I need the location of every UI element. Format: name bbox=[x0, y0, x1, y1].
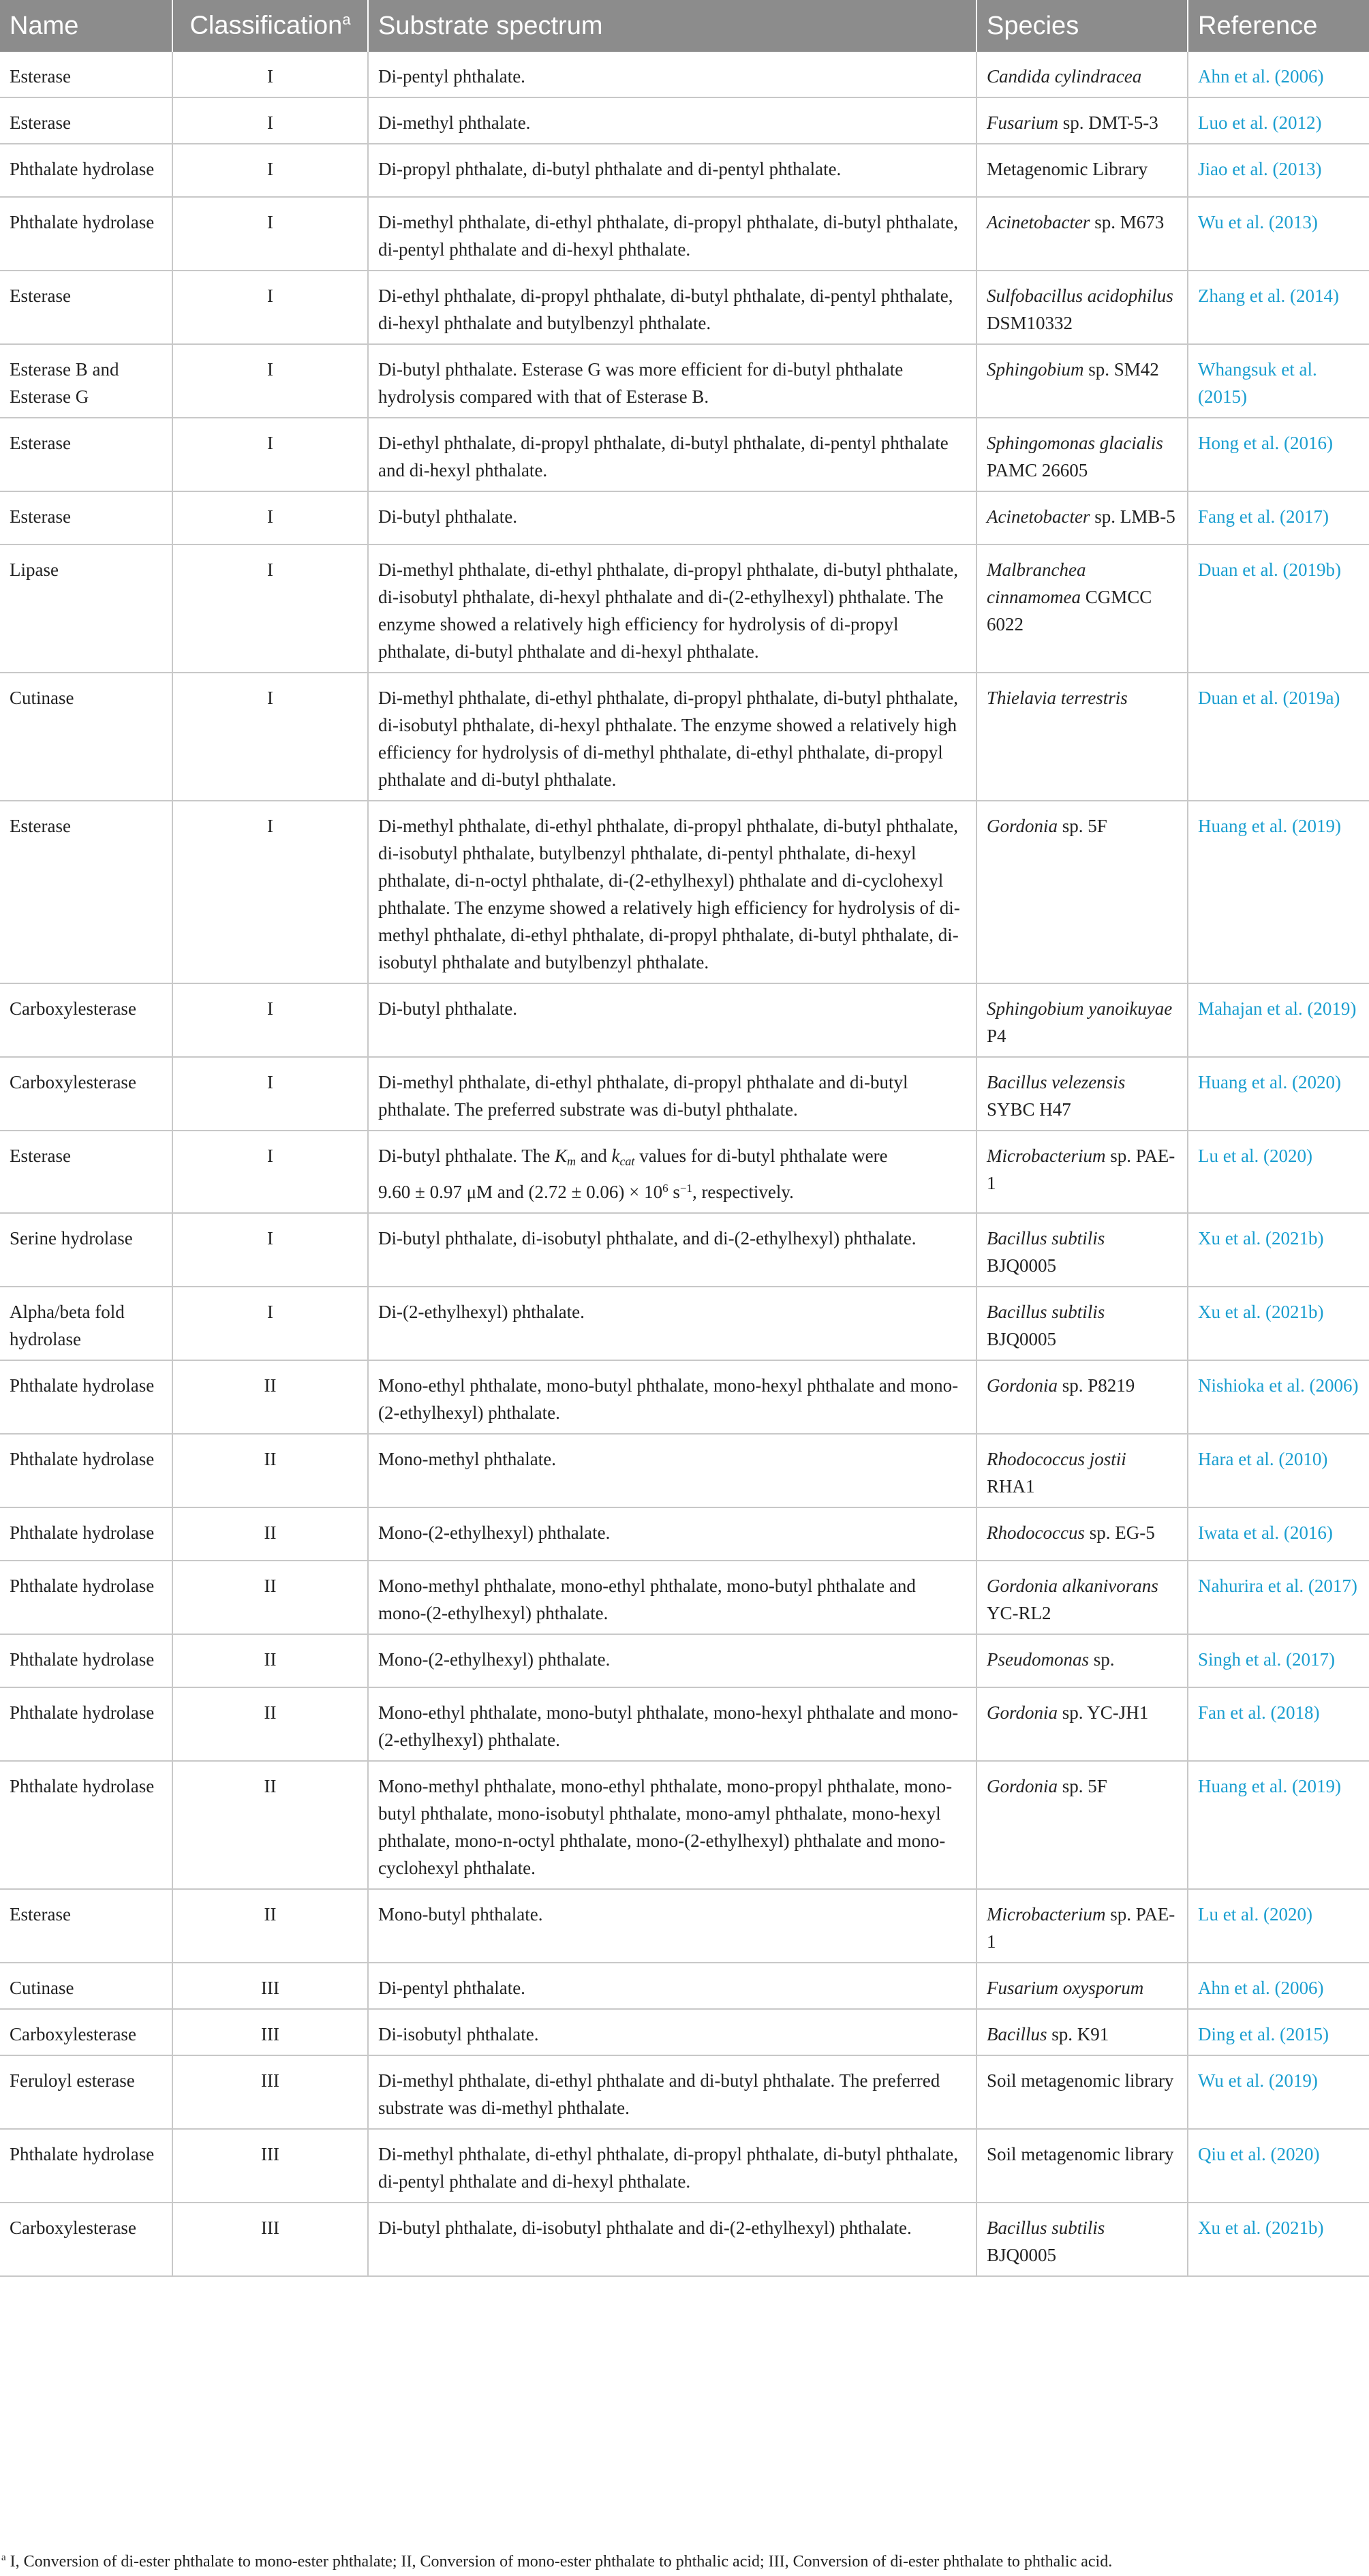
cell-species bbox=[976, 2055, 1188, 2129]
header-row bbox=[0, 0, 1369, 52]
table-row bbox=[0, 97, 1369, 144]
species-taxon: Bacillus velezensis bbox=[987, 1072, 1126, 1092]
cell-classification: I bbox=[172, 673, 368, 801]
cell-species bbox=[976, 1634, 1188, 1687]
species-taxon: Rhodococcus bbox=[987, 1522, 1085, 1543]
header-classification bbox=[172, 0, 368, 52]
substrate-fragment: values for di-butyl phthalate were bbox=[634, 1146, 888, 1166]
cell-species bbox=[976, 344, 1188, 418]
species-strain: sp. P8219 bbox=[1058, 1375, 1135, 1396]
cell-reference-link: Huang et al. (2019) bbox=[1188, 801, 1369, 983]
cell-species bbox=[976, 1360, 1188, 1434]
table-row bbox=[0, 2203, 1369, 2276]
cell-name: Esterase bbox=[0, 1889, 172, 1963]
species-taxon: Sphingobium bbox=[987, 359, 1084, 380]
species-taxon: Bacillus subtilis bbox=[987, 2218, 1105, 2238]
cell-classification: II bbox=[172, 1687, 368, 1761]
substrate-fragment: 9.60 ± 0.97 μM and (2.72 ± 0.06) × 10 bbox=[378, 1182, 663, 1202]
cell-substrate: Di-(2-ethylhexyl) phthalate. bbox=[368, 1287, 976, 1360]
cell-classification: I bbox=[172, 491, 368, 545]
cell-substrate: Mono-(2-ethylhexyl) phthalate. bbox=[368, 1507, 976, 1561]
cell-species bbox=[976, 97, 1188, 144]
cell-name: Phthalate hydrolase bbox=[0, 2129, 172, 2203]
species-taxon: Gordonia bbox=[987, 1776, 1058, 1796]
header-substrate: Substrate spectrum bbox=[368, 0, 976, 52]
species-taxon: Gordonia bbox=[987, 1375, 1058, 1396]
cell-species bbox=[976, 1507, 1188, 1561]
cell-reference-link: Lu et al. (2020) bbox=[1188, 1889, 1369, 1963]
species-strain: Soil metagenomic library bbox=[987, 2070, 1174, 2091]
cell-substrate: Di-isobutyl phthalate. bbox=[368, 2009, 976, 2055]
substrate-fragment: Di-butyl phthalate. The bbox=[378, 1146, 555, 1166]
species-taxon: Gordonia bbox=[987, 816, 1058, 836]
cell-reference-link: Wu et al. (2019) bbox=[1188, 2055, 1369, 2129]
cell-classification: I bbox=[172, 418, 368, 491]
table-row bbox=[0, 1360, 1369, 1434]
cell-species bbox=[976, 673, 1188, 801]
cell-reference-link: Singh et al. (2017) bbox=[1188, 1634, 1369, 1687]
cell-name: Esterase bbox=[0, 1131, 172, 1213]
cell-classification: I bbox=[172, 144, 368, 197]
cell-classification: I bbox=[172, 983, 368, 1057]
cell-species bbox=[976, 2009, 1188, 2055]
species-taxon: Fusarium oxysporum bbox=[987, 1978, 1144, 1998]
cell-reference-link: Duan et al. (2019b) bbox=[1188, 545, 1369, 673]
cell-name: Carboxylesterase bbox=[0, 2009, 172, 2055]
species-taxon: Bacillus bbox=[987, 2024, 1047, 2044]
species-strain: sp. LMB-5 bbox=[1090, 506, 1175, 527]
cell-classification: II bbox=[172, 1761, 368, 1889]
cell-classification: I bbox=[172, 52, 368, 97]
species-taxon: Acinetobacter bbox=[987, 506, 1090, 527]
cell-classification: II bbox=[172, 1434, 368, 1507]
cell-classification: III bbox=[172, 2055, 368, 2129]
cell-classification: I bbox=[172, 344, 368, 418]
cell-substrate: Di-methyl phthalate, di-ethyl phthalate and di-butyl phthalate. The preferred substrate was di-methyl phthalate. bbox=[368, 2055, 976, 2129]
cell-reference-link: Huang et al. (2020) bbox=[1188, 1057, 1369, 1131]
species-strain: sp. PAE-1 bbox=[987, 1146, 1175, 1193]
cell-classification: I bbox=[172, 97, 368, 144]
cell-reference-link: Ding et al. (2015) bbox=[1188, 2009, 1369, 2055]
cell-reference-link: Wu et al. (2013) bbox=[1188, 197, 1369, 271]
species-strain: Soil metagenomic library bbox=[987, 2144, 1174, 2164]
cell-reference-link: Nahurira et al. (2017) bbox=[1188, 1561, 1369, 1634]
cell-name: Carboxylesterase bbox=[0, 2203, 172, 2276]
cell-classification: III bbox=[172, 2129, 368, 2203]
cell-reference-link: Xu et al. (2021b) bbox=[1188, 1213, 1369, 1287]
table-row bbox=[0, 271, 1369, 344]
cell-reference-link: Zhang et al. (2014) bbox=[1188, 271, 1369, 344]
species-strain: sp. DMT-5-3 bbox=[1058, 112, 1158, 133]
cell-species bbox=[976, 197, 1188, 271]
cell-substrate: Di-methyl phthalate, di-ethyl phthalate, di-propyl phthalate, di-butyl phthalate, di-isobutyl phthalate, di-hexyl phthalate. The enzyme showed a relatively high efficiency for hydrolysis of di-methyl phthalate, di-ethyl phthalate, di-propyl phthalate and di-butyl phthalate. bbox=[368, 673, 976, 801]
cell-substrate: Di-pentyl phthalate. bbox=[368, 1963, 976, 2009]
species-taxon: Rhodococcus jostii bbox=[987, 1449, 1126, 1469]
cell-substrate bbox=[368, 1131, 976, 1213]
cell-name: Phthalate hydrolase bbox=[0, 1507, 172, 1561]
species-taxon: Bacillus subtilis bbox=[987, 1302, 1105, 1322]
cell-reference-link: Iwata et al. (2016) bbox=[1188, 1507, 1369, 1561]
header-reference: Reference bbox=[1188, 0, 1369, 52]
cell-species bbox=[976, 52, 1188, 97]
cell-reference-link: Hara et al. (2010) bbox=[1188, 1434, 1369, 1507]
table-row bbox=[0, 1889, 1369, 1963]
species-taxon: Thielavia terrestris bbox=[987, 688, 1128, 708]
table-body bbox=[0, 52, 1369, 2276]
cell-name: Phthalate hydrolase bbox=[0, 1434, 172, 1507]
table-row bbox=[0, 1761, 1369, 1889]
cell-name: Carboxylesterase bbox=[0, 983, 172, 1057]
cell-name: Phthalate hydrolase bbox=[0, 1634, 172, 1687]
cell-substrate: Mono-ethyl phthalate, mono-butyl phthalate, mono-hexyl phthalate and mono-(2-ethylhexyl) phthalate. bbox=[368, 1687, 976, 1761]
table-row bbox=[0, 1287, 1369, 1360]
cell-species bbox=[976, 1561, 1188, 1634]
table-row bbox=[0, 1434, 1369, 1507]
cell-classification: I bbox=[172, 1131, 368, 1213]
cell-name: Carboxylesterase bbox=[0, 1057, 172, 1131]
table-row bbox=[0, 1507, 1369, 1561]
cell-reference-link: Hong et al. (2016) bbox=[1188, 418, 1369, 491]
species-strain: CGMCC 6022 bbox=[987, 587, 1152, 634]
cell-species bbox=[976, 144, 1188, 197]
cell-classification: I bbox=[172, 801, 368, 983]
species-taxon: Pseudomonas bbox=[987, 1649, 1089, 1670]
header-species: Species bbox=[976, 0, 1188, 52]
cell-species bbox=[976, 491, 1188, 545]
substrate-fragment: K bbox=[554, 1146, 567, 1166]
cell-name: Esterase bbox=[0, 491, 172, 545]
cell-species bbox=[976, 1761, 1188, 1889]
cell-classification: II bbox=[172, 1561, 368, 1634]
cell-reference-link: Ahn et al. (2006) bbox=[1188, 52, 1369, 97]
footnote-text: I, Conversion of di-ester phthalate to mono-ester phthalate; II, Conversion of mono-ester phthalate to phthalic acid; III, Conversion of di-ester phthalate to phthalic acid. bbox=[5, 2553, 1113, 2571]
table-row bbox=[0, 52, 1369, 97]
species-strain: sp. YC-JH1 bbox=[1058, 1702, 1149, 1723]
species-taxon: Sphingobium yanoikuyae bbox=[987, 998, 1173, 1019]
species-taxon: Sulfobacillus acidophilus bbox=[987, 286, 1173, 306]
species-strain: P4 bbox=[987, 1026, 1006, 1046]
cell-species bbox=[976, 2203, 1188, 2276]
cell-species bbox=[976, 1057, 1188, 1131]
species-taxon: Bacillus subtilis bbox=[987, 1228, 1105, 1248]
cell-name: Cutinase bbox=[0, 673, 172, 801]
species-strain: sp. SM42 bbox=[1083, 359, 1159, 380]
species-taxon: Acinetobacter bbox=[987, 212, 1090, 232]
substrate-fragment: , respectively. bbox=[692, 1182, 794, 1202]
species-strain: PAMC 26605 bbox=[987, 460, 1088, 480]
species-strain: SYBC H47 bbox=[987, 1099, 1071, 1120]
cell-reference-link: Whangsuk et al. (2015) bbox=[1188, 344, 1369, 418]
cell-name: Phthalate hydrolase bbox=[0, 1360, 172, 1434]
table-row bbox=[0, 418, 1369, 491]
table-row bbox=[0, 1634, 1369, 1687]
cell-species bbox=[976, 1131, 1188, 1213]
cell-species bbox=[976, 418, 1188, 491]
cell-name: Esterase bbox=[0, 418, 172, 491]
cell-name: Alpha/beta fold hydrolase bbox=[0, 1287, 172, 1360]
cell-reference-link: Fan et al. (2018) bbox=[1188, 1687, 1369, 1761]
substrate-fragment: and bbox=[575, 1146, 612, 1166]
species-strain: BJQ0005 bbox=[987, 1255, 1057, 1276]
cell-substrate: Di-butyl phthalate. bbox=[368, 491, 976, 545]
cell-classification: I bbox=[172, 1057, 368, 1131]
cell-substrate: Mono-butyl phthalate. bbox=[368, 1889, 976, 1963]
cell-reference-link: Fang et al. (2017) bbox=[1188, 491, 1369, 545]
table-row bbox=[0, 1687, 1369, 1761]
substrate-fragment: 6 bbox=[662, 1182, 668, 1195]
species-strain: sp. 5F bbox=[1058, 1776, 1107, 1796]
cell-substrate: Di-pentyl phthalate. bbox=[368, 52, 976, 97]
table-row bbox=[0, 491, 1369, 545]
cell-reference-link: Huang et al. (2019) bbox=[1188, 1761, 1369, 1889]
cell-reference-link: Xu et al. (2021b) bbox=[1188, 1287, 1369, 1360]
cell-classification: II bbox=[172, 1360, 368, 1434]
cell-substrate: Di-ethyl phthalate, di-propyl phthalate, di-butyl phthalate, di-pentyl phthalate, di-hexyl phthalate and butylbenzyl phthalate. bbox=[368, 271, 976, 344]
table-row bbox=[0, 673, 1369, 801]
cell-species bbox=[976, 1213, 1188, 1287]
cell-substrate: Di-methyl phthalate, di-ethyl phthalate, di-propyl phthalate and di-butyl phthalate. The preferred substrate was di-butyl phthalate. bbox=[368, 1057, 976, 1131]
cell-reference-link: Jiao et al. (2013) bbox=[1188, 144, 1369, 197]
cell-species bbox=[976, 271, 1188, 344]
species-strain: Metagenomic Library bbox=[987, 159, 1148, 179]
cell-substrate: Di-ethyl phthalate, di-propyl phthalate, di-butyl phthalate, di-pentyl phthalate and di-hexyl phthalate. bbox=[368, 418, 976, 491]
cell-classification: II bbox=[172, 1889, 368, 1963]
header-name: Name bbox=[0, 0, 172, 52]
species-taxon: Fusarium bbox=[987, 112, 1059, 133]
table-row bbox=[0, 344, 1369, 418]
cell-substrate: Di-butyl phthalate. bbox=[368, 983, 976, 1057]
species-strain: sp. PAE-1 bbox=[987, 1904, 1175, 1952]
cell-substrate: Di-propyl phthalate, di-butyl phthalate and di-pentyl phthalate. bbox=[368, 144, 976, 197]
cell-substrate: Di-methyl phthalate, di-ethyl phthalate, di-propyl phthalate, di-butyl phthalate, di-pentyl phthalate and di-hexyl phthalate. bbox=[368, 2129, 976, 2203]
cell-reference-link: Lu et al. (2020) bbox=[1188, 1131, 1369, 1213]
cell-name: Phthalate hydrolase bbox=[0, 197, 172, 271]
species-strain: sp. bbox=[1089, 1649, 1115, 1670]
species-taxon: Candida cylindracea bbox=[987, 66, 1142, 87]
cell-name: Esterase B and Esterase G bbox=[0, 344, 172, 418]
species-strain: RHA1 bbox=[987, 1476, 1035, 1497]
species-strain: sp. M673 bbox=[1090, 212, 1165, 232]
cell-name: Esterase bbox=[0, 52, 172, 97]
cell-name: Phthalate hydrolase bbox=[0, 1561, 172, 1634]
species-strain: DSM10332 bbox=[987, 313, 1073, 333]
cell-species bbox=[976, 983, 1188, 1057]
cell-substrate: Di-butyl phthalate. Esterase G was more efficient for di-butyl phthalate hydrolysis compared with that of Esterase B. bbox=[368, 344, 976, 418]
cell-classification: I bbox=[172, 1213, 368, 1287]
table-row bbox=[0, 1213, 1369, 1287]
cell-reference-link: Qiu et al. (2020) bbox=[1188, 2129, 1369, 2203]
species-strain: sp. EG-5 bbox=[1084, 1522, 1155, 1543]
table-row bbox=[0, 2055, 1369, 2129]
cell-name: Cutinase bbox=[0, 1963, 172, 2009]
cell-reference-link: Xu et al. (2021b) bbox=[1188, 2203, 1369, 2276]
cell-reference-link: Nishioka et al. (2006) bbox=[1188, 1360, 1369, 1434]
cell-substrate: Mono-methyl phthalate. bbox=[368, 1434, 976, 1507]
cell-classification: III bbox=[172, 2009, 368, 2055]
table-footnote bbox=[0, 2552, 1369, 2571]
cell-name: Serine hydrolase bbox=[0, 1213, 172, 1287]
cell-name: Esterase bbox=[0, 271, 172, 344]
cell-substrate: Di-butyl phthalate, di-isobutyl phthalate, and di-(2-ethylhexyl) phthalate. bbox=[368, 1213, 976, 1287]
species-strain: sp. 5F bbox=[1058, 816, 1107, 836]
substrate-fragment: k bbox=[611, 1146, 620, 1166]
cell-substrate: Di-methyl phthalate, di-ethyl phthalate, di-propyl phthalate, di-butyl phthalate, di-isobutyl phthalate, butylbenzyl phthalate, di-pentyl phthalate, di-hexyl phthalate, di-n-octyl phthalate, di-(2-ethylhexyl) phthalate and di-cyclohexyl phthalate. The enzyme showed a relatively high efficiency for hydrolysis of di-methyl phthalate, di-ethyl phthalate, di-propyl phthalate, di-butyl phthalate, di-isobutyl phthalate and butylbenzyl phthalate. bbox=[368, 801, 976, 983]
table-row bbox=[0, 1963, 1369, 2009]
table-row bbox=[0, 1131, 1369, 1213]
cell-name: Phthalate hydrolase bbox=[0, 1687, 172, 1761]
cell-name: Feruloyl esterase bbox=[0, 2055, 172, 2129]
cell-classification: I bbox=[172, 545, 368, 673]
cell-substrate: Di-methyl phthalate, di-ethyl phthalate, di-propyl phthalate, di-butyl phthalate, di-pentyl phthalate and di-hexyl phthalate. bbox=[368, 197, 976, 271]
species-strain: YC-RL2 bbox=[987, 1603, 1051, 1623]
cell-substrate: Di-methyl phthalate, di-ethyl phthalate, di-propyl phthalate, di-butyl phthalate, di-isobutyl phthalate, di-hexyl phthalate and di-(2-ethylhexyl) phthalate. The enzyme showed a relatively high efficiency for hydrolysis of di-propyl phthalate, di-butyl phthalate and di-hexyl phthalate. bbox=[368, 545, 976, 673]
header-classification-label: Classification bbox=[189, 11, 343, 40]
substrate-fragment: −1 bbox=[679, 1182, 692, 1195]
cell-classification: II bbox=[172, 1507, 368, 1561]
table-row bbox=[0, 983, 1369, 1057]
cell-species bbox=[976, 801, 1188, 983]
species-taxon: Malbranchea cinnamomea bbox=[987, 559, 1086, 607]
table-row bbox=[0, 2009, 1369, 2055]
cell-reference-link: Ahn et al. (2006) bbox=[1188, 1963, 1369, 2009]
species-taxon: Microbacterium bbox=[987, 1904, 1106, 1925]
cell-species bbox=[976, 1687, 1188, 1761]
cell-name: Phthalate hydrolase bbox=[0, 1761, 172, 1889]
cell-species bbox=[976, 545, 1188, 673]
footnote-mark: a bbox=[1, 2552, 6, 2563]
cell-name: Esterase bbox=[0, 97, 172, 144]
cell-substrate: Di-methyl phthalate. bbox=[368, 97, 976, 144]
table-row bbox=[0, 197, 1369, 271]
table-row bbox=[0, 801, 1369, 983]
table-row bbox=[0, 1561, 1369, 1634]
cell-substrate: Mono-ethyl phthalate, mono-butyl phthalate, mono-hexyl phthalate and mono-(2-ethylhexyl) phthalate. bbox=[368, 1360, 976, 1434]
substrate-fragment: m bbox=[566, 1154, 576, 1168]
cell-classification: I bbox=[172, 1287, 368, 1360]
cell-classification: II bbox=[172, 1634, 368, 1687]
species-taxon: Gordonia bbox=[987, 1702, 1058, 1723]
cell-reference-link: Mahajan et al. (2019) bbox=[1188, 983, 1369, 1057]
table-row bbox=[0, 2129, 1369, 2203]
cell-species bbox=[976, 2129, 1188, 2203]
table-row bbox=[0, 545, 1369, 673]
species-taxon: Gordonia alkanivorans bbox=[987, 1576, 1158, 1596]
species-taxon: Microbacterium bbox=[987, 1146, 1106, 1166]
cell-species bbox=[976, 1434, 1188, 1507]
species-strain: BJQ0005 bbox=[987, 1329, 1057, 1349]
cell-substrate: Mono-(2-ethylhexyl) phthalate. bbox=[368, 1634, 976, 1687]
species-strain: BJQ0005 bbox=[987, 2245, 1057, 2265]
cell-reference-link: Duan et al. (2019a) bbox=[1188, 673, 1369, 801]
substrate-fragment: cat bbox=[619, 1154, 635, 1168]
cell-species bbox=[976, 1889, 1188, 1963]
cell-species bbox=[976, 1963, 1188, 2009]
cell-substrate: Mono-methyl phthalate, mono-ethyl phthalate, mono-butyl phthalate and mono-(2-ethylhexyl) phthalate. bbox=[368, 1561, 976, 1634]
cell-substrate: Mono-methyl phthalate, mono-ethyl phthalate, mono-propyl phthalate, mono-butyl phthalate, mono-isobutyl phthalate, mono-amyl phthalate, mono-hexyl phthalate, mono-n-octyl phthalate, mono-(2-ethylhexyl) phthalate and mono-cyclohexyl phthalate. bbox=[368, 1761, 976, 1889]
cell-species bbox=[976, 1287, 1188, 1360]
cell-name: Esterase bbox=[0, 801, 172, 983]
cell-classification: III bbox=[172, 1963, 368, 2009]
cell-classification: I bbox=[172, 197, 368, 271]
cell-classification: III bbox=[172, 2203, 368, 2276]
table-header bbox=[0, 0, 1369, 52]
cell-substrate: Di-butyl phthalate, di-isobutyl phthalate and di-(2-ethylhexyl) phthalate. bbox=[368, 2203, 976, 2276]
cell-name: Phthalate hydrolase bbox=[0, 144, 172, 197]
table-row bbox=[0, 144, 1369, 197]
cell-classification: I bbox=[172, 271, 368, 344]
cell-name: Lipase bbox=[0, 545, 172, 673]
table-row bbox=[0, 1057, 1369, 1131]
species-strain: sp. K91 bbox=[1047, 2024, 1109, 2044]
cell-reference-link: Luo et al. (2012) bbox=[1188, 97, 1369, 144]
substrate-fragment: s bbox=[668, 1182, 680, 1202]
header-classification-footnote-mark: a bbox=[342, 11, 351, 29]
species-taxon: Sphingomonas glacialis bbox=[987, 433, 1163, 453]
